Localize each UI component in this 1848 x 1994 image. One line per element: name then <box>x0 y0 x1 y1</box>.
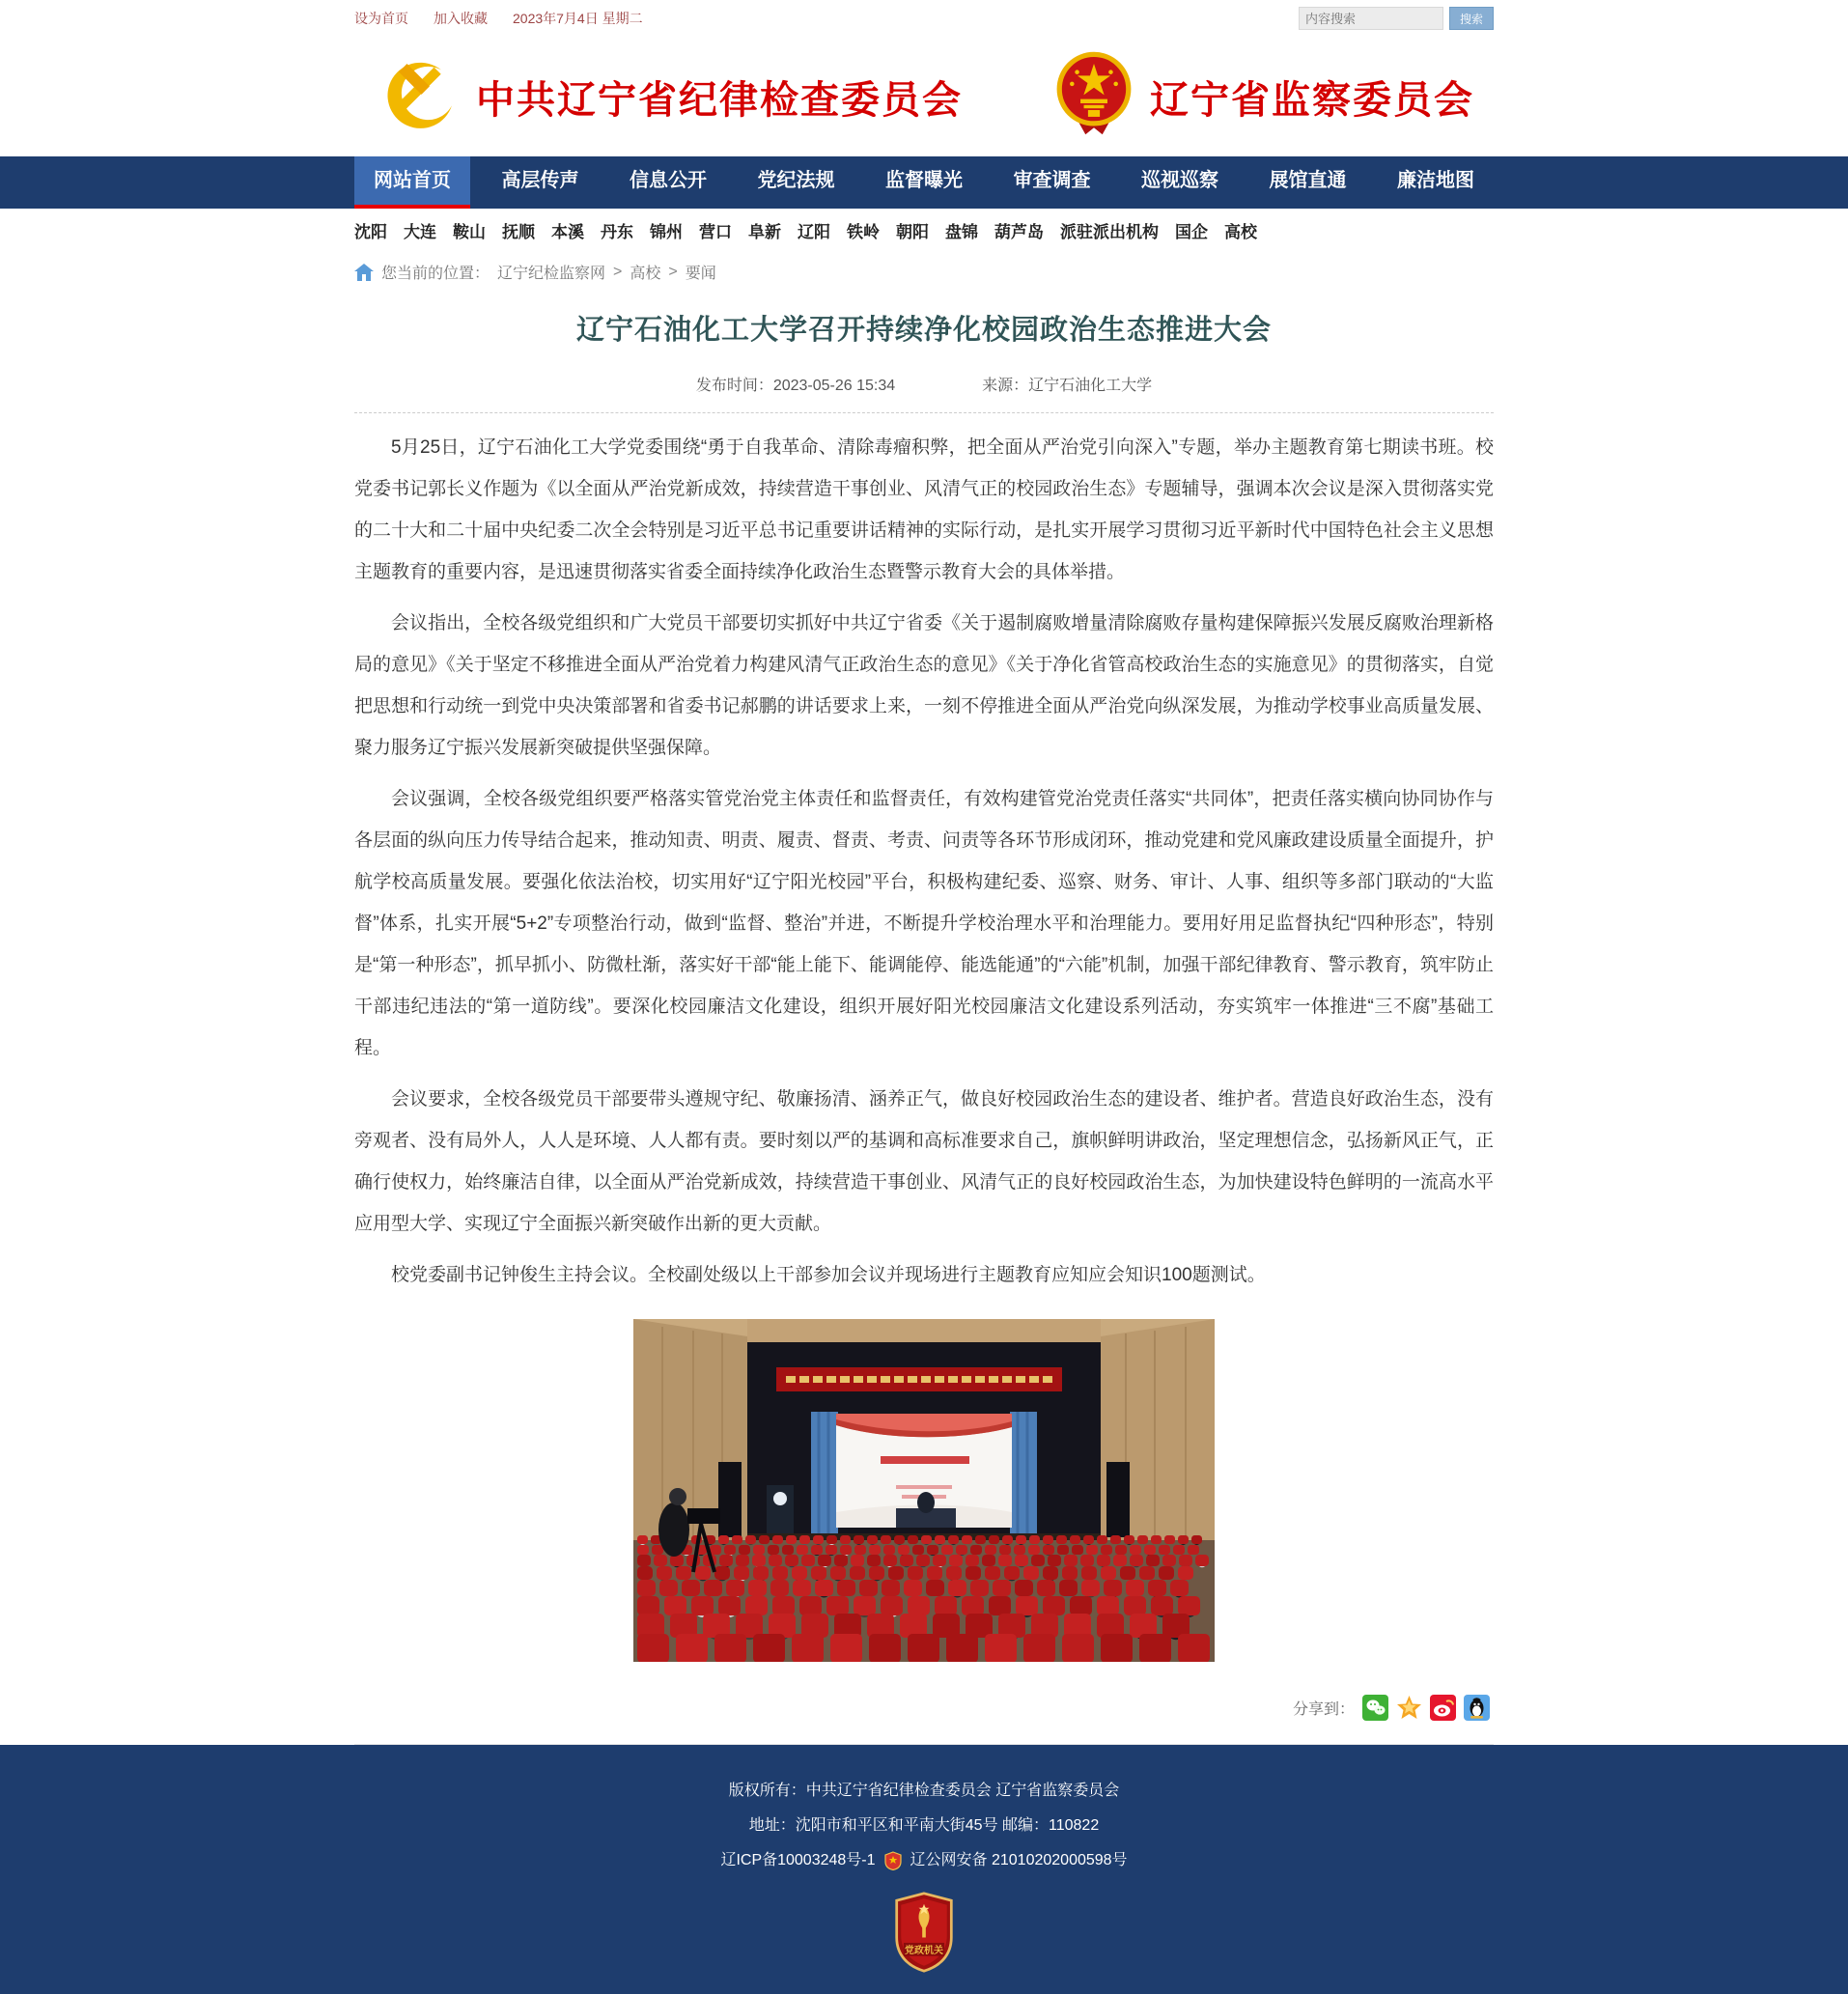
city-nav-item[interactable]: 朝阳 <box>896 222 929 241</box>
article-source: 来源：辽宁石油化工大学 <box>982 378 1153 394</box>
article-paragraph: 5月25日，辽宁石油化工大学党委围绕“勇于自我革命、清除毒瘤积弊，把全面从严治党引向深入”专题，举办主题教育第七期读书班。校党委书记郭长义作题为《以全面从严治党新成效，持续营造干事创业、风清气正的校园政治生态》专题辅导，强调本次会议是深入贯彻落实党的二十大和二十届中央纪委二次全会特别是习近平总书记重要讲话精神的实际行动，是扎实开展学习贯彻习近平新时代中国特色社会主义思想主题教育的重要内容，是迅速贯彻落实省委全面持续净化政治生态暨警示教育大会的具体举措。 <box>354 437 1494 582</box>
share-wechat-button[interactable] <box>1362 1695 1388 1721</box>
article <box>354 308 1494 1745</box>
city-nav-item[interactable]: 铁岭 <box>847 222 880 241</box>
article-photo <box>354 1319 1494 1662</box>
city-nav-item[interactable]: 辽阳 <box>798 222 830 241</box>
share-qzone-button[interactable] <box>1396 1695 1422 1721</box>
nav-item[interactable]: 党纪法规 <box>757 170 835 191</box>
topbar <box>0 0 1848 37</box>
meta-divider <box>354 412 1494 413</box>
city-nav-item[interactable]: 抚顺 <box>502 222 535 241</box>
footer-address: 地址：沈阳市和平区和平南大街45号 邮编：110822 <box>748 1817 1100 1834</box>
city-nav-item[interactable]: 本溪 <box>551 222 584 241</box>
weibo-icon <box>1430 1695 1456 1721</box>
set-homepage-link[interactable]: 设为首页 <box>354 11 408 26</box>
qzone-star-icon <box>1396 1695 1422 1721</box>
current-date: 2023年7月4日 星期二 <box>513 11 643 26</box>
nav-item[interactable]: 信息公开 <box>630 170 707 191</box>
nav-item[interactable]: 网站首页 <box>354 156 470 209</box>
city-nav-item[interactable]: 锦州 <box>650 222 683 241</box>
city-nav-item[interactable]: 鞍山 <box>453 222 486 241</box>
city-nav-item[interactable]: 大连 <box>404 222 436 241</box>
org1-title: 中共辽宁省纪律检查委员会 <box>476 78 963 122</box>
org-discipline-commission[interactable] <box>374 52 963 141</box>
article-paragraph: 校党委副书记钟俊生主持会议。全校副处级以上干部参加会议并现场进行主题教育应知应会知识100题测试。 <box>391 1265 1266 1285</box>
nav-item[interactable]: 廉洁地图 <box>1397 170 1474 191</box>
home-icon <box>354 264 374 281</box>
org2-title: 辽宁省监察委员会 <box>1150 78 1474 122</box>
share-row <box>354 1695 1494 1721</box>
article-paragraph: 会议要求，全校各级党员干部要带头遵规守纪、敬廉扬清、涵养正气，做良好校园政治生态的建设者、维护者。营造良好政治生态，没有旁观者、没有局外人，人人是环境、人人都有责。要时刻以严的基调和高标准要求自己，旗帜鲜明讲政治，坚定理想信念，弘扬新风正气，正确行使权力，始终廉洁自律，以全面从严治党新成效，持续营造干事创业、风清气正的良好校园政治生态，为加快建设特色鲜明的一流高水平应用型大学、实现辽宁全面振兴新突破作出新的更大贡献。 <box>354 1089 1494 1234</box>
breadcrumb-section-link[interactable]: 高校 <box>630 266 661 282</box>
share-qq-button[interactable] <box>1464 1695 1490 1721</box>
share-label: 分享到： <box>1292 1701 1355 1718</box>
site-header <box>0 37 1848 156</box>
publish-time: 发布时间：2023-05-26 15:34 <box>695 378 896 394</box>
city-nav-item[interactable]: 阜新 <box>748 222 781 241</box>
article-body <box>354 427 1494 1296</box>
main-nav <box>0 156 1848 209</box>
gov-badge-label: 党政机关 <box>904 1945 944 1956</box>
city-nav-item[interactable]: 国企 <box>1175 222 1208 241</box>
city-nav-item[interactable]: 盘锦 <box>945 222 978 241</box>
article-title: 辽宁石油化工大学召开持续净化校园政治生态推进大会 <box>575 315 1272 346</box>
nav-item[interactable]: 审查调查 <box>1013 170 1091 191</box>
footer-icp-link[interactable]: 辽ICP备10003248号-1 <box>720 1852 876 1868</box>
city-nav <box>0 209 1848 251</box>
nav-item[interactable]: 监督曝光 <box>885 170 963 191</box>
qq-icon <box>1464 1695 1490 1721</box>
article-paragraph: 会议指出，全校各级党组织和广大党员干部要切实抓好中共辽宁省委《关于遏制腐败增量清除腐败存量构建保障振兴发展反腐败治理新格局的意见》《关于坚定不移推进全面从严治党着力构建风清气正政治生态的意见》《关于净化省管高校政治生态的实施意见》的贯彻落实，自觉把思想和行动统一到党中央决策部署和省委书记郝鹏的讲话要求上来，一刻不停推进全面从严治党向纵深发展，为推动学校事业高质量发展、聚力服务辽宁振兴发展新突破提供坚强保障。 <box>354 613 1494 758</box>
national-emblem-icon <box>1051 50 1136 143</box>
nav-item[interactable]: 巡视巡察 <box>1141 170 1218 191</box>
breadcrumb <box>0 261 1848 283</box>
police-badge-icon <box>883 1851 903 1870</box>
breadcrumb-prefix: 您当前的位置： <box>381 266 490 282</box>
party-emblem-hammer-sickle-icon <box>374 52 462 141</box>
search-button[interactable]: 搜索 <box>1449 7 1494 30</box>
breadcrumb-separator: > <box>613 263 623 280</box>
wechat-icon <box>1362 1695 1388 1721</box>
breadcrumb-separator: > <box>668 263 678 280</box>
city-nav-item[interactable]: 高校 <box>1224 222 1257 241</box>
city-nav-item[interactable]: 葫芦岛 <box>994 222 1044 241</box>
share-weibo-button[interactable] <box>1430 1695 1456 1721</box>
add-favorite-link[interactable]: 加入收藏 <box>434 11 488 26</box>
gov-agency-badge <box>893 1892 955 1973</box>
city-nav-item[interactable]: 营口 <box>699 222 732 241</box>
article-paragraph: 会议强调，全校各级党组织要严格落实管党治党主体责任和监督责任，有效构建管党治党责任落实“共同体”，把责任落实横向协同协作与各层面的纵向压力传导结合起来，推动知责、明责、履责、督责、考责、问责等各环节形成闭环，推动党建和党风廉政建设质量全面提升，护航学校高质量发展。要强化依法治校，切实用好“辽宁阳光校园”平台，积极构建纪委、巡察、财务、审计、人事、组织等多部门联动的“大监督”体系，扎实开展“5+2”专项整治行动，做到“监督、整治”并进，不断提升学校治理水平和治理能力。要用好用足监督执纪“四种形态”，特别是“第一种形态”，抓早抓小、防微杜渐，落实好干部“能上能下、能调能停、能选能通”的“六能”机制，加强干部纪律教育、警示教育，筑牢防止干部违纪违法的“第一道防线”。要深化校园廉洁文化建设，组织开展好阳光校园廉洁文化建设系列活动，夯实筑牢一体推进“三不腐”基础工程。 <box>354 789 1494 1058</box>
city-nav-item[interactable]: 派驻派出机构 <box>1060 222 1159 241</box>
footer <box>0 1745 1848 1994</box>
breadcrumb-site-link[interactable]: 辽宁纪检监察网 <box>497 266 606 282</box>
footer-copyright: 版权所有：中共辽宁省纪律检查委员会 辽宁省监察委员会 <box>728 1783 1120 1799</box>
city-nav-item[interactable]: 沈阳 <box>354 222 387 241</box>
breadcrumb-page-link[interactable]: 要闻 <box>685 266 716 282</box>
auditorium-photo-illustration <box>633 1319 1215 1662</box>
nav-item[interactable]: 高层传声 <box>501 170 579 191</box>
org-supervisory-commission[interactable] <box>1051 50 1474 143</box>
city-nav-item[interactable]: 丹东 <box>601 222 633 241</box>
footer-police-link[interactable]: 辽公网安备 21010202000598号 <box>910 1852 1128 1868</box>
search-input[interactable] <box>1299 7 1443 30</box>
nav-item[interactable]: 展馆直通 <box>1269 170 1347 191</box>
